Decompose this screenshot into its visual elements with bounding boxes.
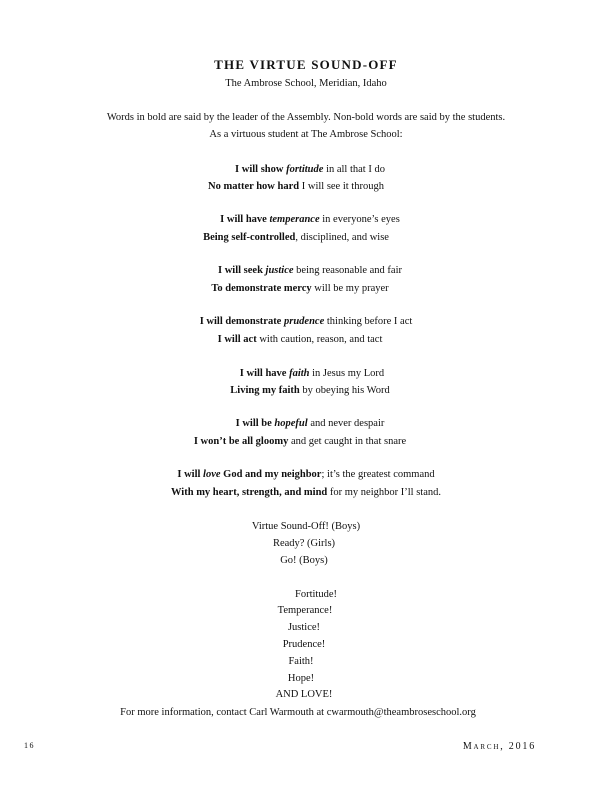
intro-line: Words in bold are said by the leader of the Assembly. Non-bold words are said by the students. bbox=[106, 112, 506, 123]
verse-text: in everyone’s eyes bbox=[319, 214, 400, 225]
call-line: Virtue Sound-Off! (Boys) bbox=[251, 521, 361, 532]
verse-text: in Jesus my Lord bbox=[309, 368, 385, 379]
virtue-shout: Justice! bbox=[287, 622, 321, 633]
verse-bold-text: I won’t be all gloomy bbox=[193, 436, 289, 447]
verse-text: ; it’s the greatest command bbox=[321, 469, 435, 480]
virtue-word: faith bbox=[289, 368, 310, 379]
verse-line bbox=[0, 282, 606, 296]
verse-text: , disciplined, and wise bbox=[295, 232, 389, 243]
virtue-word: temperance bbox=[269, 214, 320, 225]
contact-line: For more information, contact Carl Warmouth at cwarmouth@theambroseschool.org bbox=[120, 707, 476, 718]
verse-text: thinking before I act bbox=[324, 316, 413, 327]
verse-bold-text: Living my faith bbox=[230, 385, 300, 396]
verse-bold-text: I will seek bbox=[218, 265, 266, 276]
verse-text: being reasonable and fair bbox=[293, 265, 402, 276]
verse-bold-text: God and my neighbor bbox=[220, 469, 322, 480]
verse-text: will be my prayer bbox=[311, 283, 389, 294]
verse-bold-text: To demonstrate mercy bbox=[211, 283, 312, 294]
virtue-shout: Faith! bbox=[288, 656, 314, 667]
call-line: Ready? (Girls) bbox=[272, 538, 336, 549]
verse-bold-text: Being self-controlled bbox=[203, 232, 296, 243]
virtue-shout: Fortitude! bbox=[295, 589, 337, 600]
call-line: Go! (Boys) bbox=[280, 555, 328, 566]
verse-text: with caution, reason, and tact bbox=[256, 334, 383, 345]
virtue-shout: Prudence! bbox=[282, 639, 326, 650]
verse-line bbox=[0, 435, 606, 449]
verse-text: in all that I do bbox=[323, 164, 385, 175]
virtue-shout: AND LOVE! bbox=[275, 689, 333, 700]
verse-text: and never despair bbox=[307, 418, 385, 429]
verse-line bbox=[4, 384, 612, 398]
verse-bold-text: With my heart, strength, and mind bbox=[171, 487, 328, 498]
footer-date: March, 2016 bbox=[462, 741, 536, 752]
verse-text: for my neighbor I’ll stand. bbox=[327, 487, 441, 498]
verse-line bbox=[0, 180, 602, 194]
verse-bold-text: I will have bbox=[220, 214, 270, 225]
verse-bold-text: I will show bbox=[235, 164, 287, 175]
virtue-word: justice bbox=[265, 265, 294, 276]
page-title: THE VIRTUE SOUND-OFF bbox=[214, 57, 398, 72]
verse-bold-text: I will be bbox=[235, 418, 275, 429]
verse-bold-text: No matter how hard bbox=[208, 181, 300, 192]
verse-line bbox=[0, 333, 606, 347]
page-number: 16 bbox=[24, 741, 35, 750]
verse-line bbox=[0, 315, 612, 329]
virtue-shout: Temperance! bbox=[277, 605, 333, 616]
virtue-word: love bbox=[203, 469, 221, 480]
verse-line bbox=[4, 163, 612, 177]
verse-line bbox=[0, 231, 602, 245]
verse-text: by obeying his Word bbox=[299, 385, 390, 396]
virtue-shout: Hope! bbox=[287, 673, 315, 684]
verse-line bbox=[4, 264, 612, 278]
verse-line bbox=[0, 468, 612, 482]
verse-line bbox=[4, 417, 612, 431]
verse-line bbox=[0, 486, 612, 500]
virtue-word: prudence bbox=[283, 316, 325, 327]
verse-bold-text: I will act bbox=[217, 334, 257, 345]
verse-text: I will see it through bbox=[299, 181, 384, 192]
verse-bold-text: I will have bbox=[239, 368, 290, 379]
virtue-word: fortitude bbox=[286, 164, 324, 175]
virtue-word: hopeful bbox=[274, 418, 308, 429]
intro-line: As a virtuous student at The Ambrose School: bbox=[209, 129, 403, 140]
verse-line bbox=[6, 367, 612, 381]
verse-bold-text: I will bbox=[177, 469, 204, 480]
page-subtitle: The Ambrose School, Meridian, Idaho bbox=[225, 78, 387, 89]
verse-text: and get caught in that snare bbox=[288, 436, 407, 447]
verse-line bbox=[4, 213, 612, 227]
verse-bold-text: I will demonstrate bbox=[199, 316, 284, 327]
